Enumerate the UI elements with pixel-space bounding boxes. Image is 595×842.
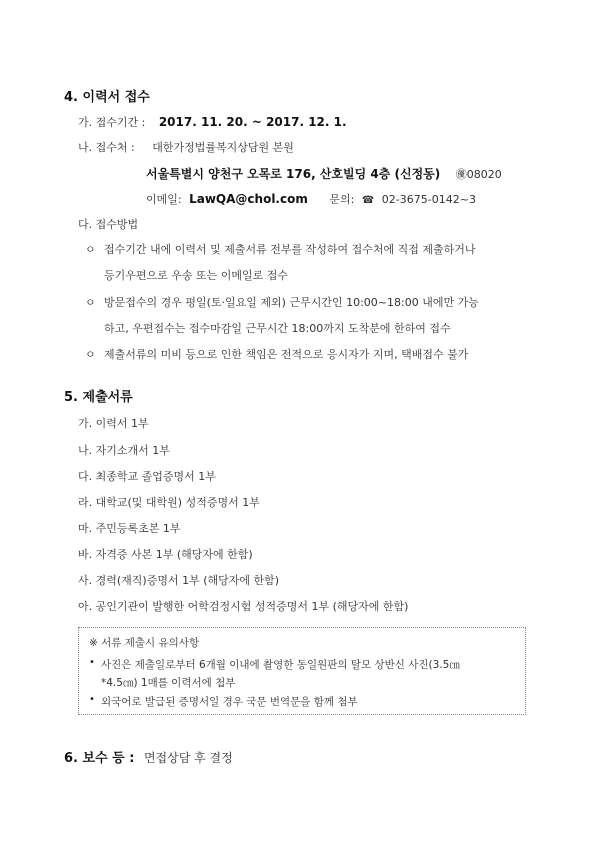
phone-value: 02-3675-0142~3: [381, 193, 476, 206]
doc-item-8: 아. 공인기관이 발행한 어학검정시험 성적증명서 1부 (해당자에 한함): [78, 600, 409, 613]
period-row: [78, 114, 347, 130]
contact-label: 문의:: [329, 193, 355, 206]
place-name: 대한가정법률복지상담원 본원: [152, 141, 294, 154]
method-line-1: 접수기간 내에 이력서 및 제출서류 전부를 작성하여 접수처에 직접 제출하거나: [104, 243, 476, 256]
section-5-title: 5. 제출서류: [64, 390, 133, 405]
doc-item-6: 바. 자격증 사본 1부 (해당자에 한함): [78, 548, 253, 561]
method-bullet-3: ㅇ: [85, 348, 96, 361]
address-text: 서울특별시 양천구 오목로 176, 산호빌딩 4층 (신정동): [146, 167, 441, 181]
method-line-2: 등기우편으로 우송 또는 이메일로 접수: [104, 269, 289, 282]
doc-item-5: 마. 주민등록초본 1부: [78, 522, 181, 535]
method-bullet-2: ㅇ: [85, 296, 96, 309]
place-label: 나. 접수처 :: [78, 141, 135, 154]
doc-item-4: 라. 대학교(및 대학원) 성적증명서 1부: [78, 496, 260, 509]
method-line-5: 제출서류의 미비 등으로 인한 책임은 전적으로 응시자가 지며, 택배접수 불가: [104, 348, 469, 361]
section-6-row: [64, 747, 233, 766]
notes-title: ※ 서류 제출시 유의사항: [89, 637, 200, 649]
doc-item-2: 나. 자기소개서 1부: [78, 444, 170, 457]
place-row: [78, 139, 294, 155]
method-line-4: 하고, 우편접수는 접수마감일 근무시간 18:00까지 도착분에 한하여 접수: [104, 322, 451, 335]
section-4-title: 4. 이력서 접수: [64, 90, 150, 105]
note-line-1: 사진은 제출일로부터 6개월 이내에 촬영한 동일원판의 탈모 상반신 사진(3.5㎝: [101, 659, 460, 671]
notes-box: [78, 627, 526, 715]
method-bullet-1: ㅇ: [85, 243, 96, 256]
section-6-title: 6. 보수 등 :: [64, 751, 135, 766]
note-line-2: *4.5㎝) 1매를 이력서에 첩부: [101, 677, 236, 689]
note-bullet-2: •: [89, 694, 95, 705]
phone-icon: ☎: [361, 195, 375, 206]
note-bullet-1: •: [89, 657, 95, 668]
email-value[interactable]: LawQA@chol.com: [189, 192, 308, 206]
method-line-3: 방문접수의 경우 평일(토·일요일 제외) 근무시간인 10:00~18:00 내에만 가능: [104, 296, 479, 309]
address-row: [146, 165, 502, 182]
doc-item-7: 사. 경력(재직)증명서 1부 (해당자에 한함): [78, 574, 280, 587]
doc-item-1: 가. 이력서 1부: [78, 417, 149, 430]
note-line-3: 외국어로 발급된 증명서일 경우 국문 번역문을 함께 첨부: [101, 696, 358, 708]
doc-item-3: 다. 최종학교 졸업증명서 1부: [78, 470, 216, 483]
contact-row: [146, 191, 476, 207]
section-6-value: 면접상담 후 결정: [143, 751, 233, 765]
email-label: 이메일:: [146, 193, 182, 206]
postcode-text: ㊝08020: [455, 168, 502, 181]
method-label: 다. 접수방법: [78, 218, 139, 231]
period-label: 가. 접수기간 :: [78, 116, 146, 129]
period-value: 2017. 11. 20. ~ 2017. 12. 1.: [158, 115, 347, 129]
